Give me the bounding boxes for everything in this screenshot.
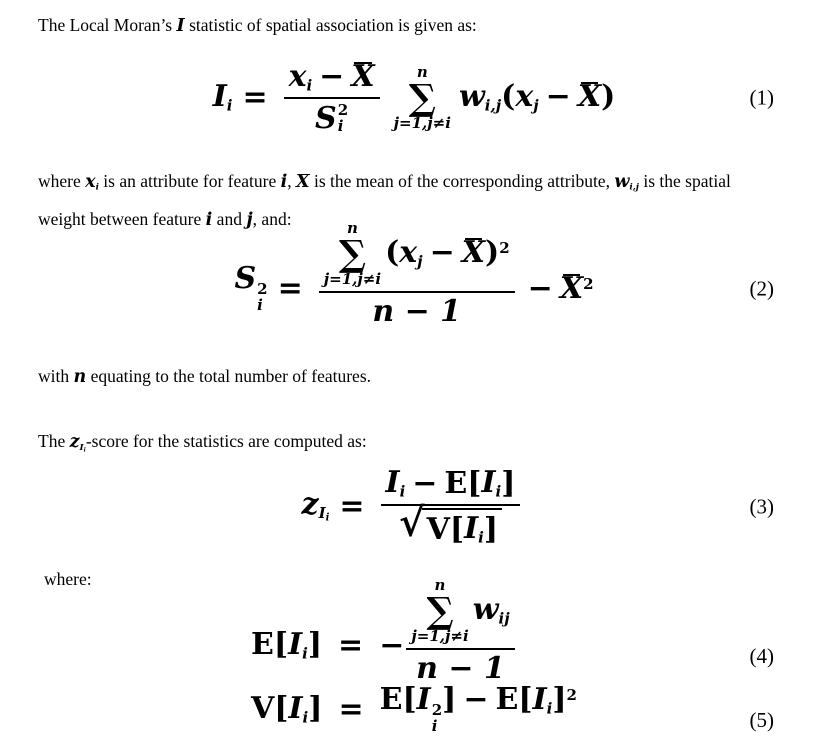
eq5-e2-Ii: $I_i$ bbox=[532, 681, 553, 718]
eq3-num-close: ] bbox=[501, 466, 516, 502]
eq4-sum-sigma-icon: ∑ bbox=[426, 589, 454, 632]
eq2-lhs-sub: i bbox=[257, 296, 263, 315]
eq4-equals: = bbox=[338, 627, 364, 663]
eq5-lhs-Ii: $I_i$ bbox=[288, 691, 309, 727]
eq4-summation bbox=[411, 575, 469, 645]
with-t2: equating to the total number of features. bbox=[86, 366, 372, 386]
eq2-numerator bbox=[319, 218, 515, 291]
eq1-numerator bbox=[284, 58, 380, 98]
eq3-denominator bbox=[394, 499, 507, 547]
math-I: I bbox=[176, 16, 185, 36]
eq1-den-S: S bbox=[315, 100, 337, 136]
where-t3: , bbox=[287, 171, 297, 191]
where2-t1: where: bbox=[44, 568, 92, 589]
intro-paragraph bbox=[38, 14, 790, 37]
eq5-e2-E: E bbox=[495, 681, 519, 717]
math-i2: i bbox=[205, 210, 213, 230]
eq3-rad-Ii: $I_i$ bbox=[464, 510, 484, 547]
where-t5: is the spatial bbox=[638, 171, 731, 191]
eq3-radicand bbox=[422, 508, 502, 546]
eq1-minus2: − bbox=[545, 79, 571, 115]
eq3-number: (3) bbox=[749, 494, 774, 519]
eq5-minus: − bbox=[463, 681, 489, 717]
eq2-tail bbox=[559, 271, 594, 306]
eq4-number: (4) bbox=[749, 643, 774, 668]
eq2-num-term bbox=[385, 235, 510, 271]
eq1-w: $w_{i,j}$ bbox=[458, 79, 502, 115]
eq2-num-xj: $x_j$ bbox=[399, 235, 423, 271]
eq5-e2-close: ] bbox=[552, 681, 567, 717]
eq2-denominator: n − 1 bbox=[372, 294, 462, 330]
where-t7: and bbox=[212, 209, 247, 229]
eq4-sum-lower-limit: j=1,j≠i bbox=[411, 626, 469, 645]
eq5-lhs-open: [ bbox=[274, 691, 289, 727]
eq3-sqrt bbox=[398, 499, 502, 547]
eq2-lhs-scripts bbox=[257, 282, 267, 314]
eq1-equals: = bbox=[242, 80, 268, 115]
eq4-lhs bbox=[251, 627, 323, 663]
eq2-num-xbar: X bbox=[461, 235, 486, 271]
math-z-Ii: $z_{I_i}$ bbox=[69, 432, 86, 454]
eq5-lhs-V: V bbox=[251, 691, 275, 727]
eq3-numerator bbox=[381, 465, 521, 504]
eq2-num-sup: 2 bbox=[499, 239, 510, 258]
eq5-e2-open: [ bbox=[518, 681, 533, 717]
eq3-num-open: [ bbox=[467, 466, 482, 502]
eq1-den-sup: 2 bbox=[337, 101, 349, 119]
math-j: j bbox=[246, 210, 253, 230]
where-t1: where bbox=[38, 171, 86, 191]
eq2-sum-upper-limit: n bbox=[346, 218, 358, 237]
equation-4 bbox=[251, 575, 577, 688]
eq1-sum-upper-limit: n bbox=[416, 62, 428, 81]
eq3-lhs bbox=[301, 486, 330, 524]
eq2-tail-sup: 2 bbox=[583, 275, 594, 293]
eq5-e1-scripts: 2 i bbox=[431, 701, 443, 735]
equation-5 bbox=[251, 681, 577, 735]
eq1-num-x: $x_i$ bbox=[288, 58, 313, 94]
eq5-e1-E: E bbox=[379, 681, 403, 717]
eq1-sum-lower-limit: j=1,j≠i bbox=[393, 114, 451, 133]
eq2-equals: = bbox=[277, 271, 303, 306]
eq5-e1-I: I bbox=[416, 681, 431, 717]
eq4-w: $w_{ij}$ bbox=[472, 592, 510, 628]
eq3-equals: = bbox=[339, 488, 365, 524]
eq4-numerator bbox=[406, 575, 514, 648]
eq2-number: (2) bbox=[749, 276, 774, 301]
equation-1 bbox=[38, 59, 790, 137]
intro-text-before: The Local Moran’s bbox=[38, 15, 177, 35]
eq3-rad-close: ] bbox=[483, 511, 499, 547]
eq1-paren-close: ) bbox=[601, 79, 616, 115]
with-paragraph bbox=[38, 365, 790, 388]
eq5-lhs-close: ] bbox=[308, 691, 323, 727]
eq2-tail-xbar: X bbox=[559, 271, 584, 306]
eq4-lhs-open: [ bbox=[273, 627, 289, 663]
eq4-sum-upper-limit: n bbox=[434, 575, 446, 594]
eq2-tail-minus: − bbox=[527, 271, 553, 306]
intro-text-after: statistic of spatial association is given as: bbox=[184, 15, 477, 35]
equation-3 bbox=[38, 465, 790, 547]
eq5-e1-open: [ bbox=[402, 681, 417, 717]
where-t6: weight between feature bbox=[38, 209, 206, 229]
eq4-lhs-Ii: $I_i$ bbox=[288, 627, 308, 663]
eq2-num-open: ( bbox=[385, 235, 400, 271]
eq1-lhs bbox=[212, 79, 233, 115]
eq4-lhs-E: E bbox=[251, 627, 274, 663]
eq2-lhs-sup: 2 bbox=[257, 280, 268, 299]
where-t4: is the mean of the corresponding attribute, bbox=[309, 171, 615, 191]
eq5-lhs bbox=[251, 691, 323, 727]
where-t8: , and: bbox=[252, 209, 292, 229]
eq3-num-Ii2: $I_i$ bbox=[481, 465, 502, 501]
math-i: i bbox=[280, 172, 288, 192]
eq1-xj: $x_j$ bbox=[515, 79, 539, 115]
eq5-rhs bbox=[379, 681, 577, 735]
eq5-e2-sup: 2 bbox=[566, 685, 577, 704]
eq1-den-scripts bbox=[338, 103, 348, 135]
zscore-t2: -score for the statistics are computed as: bbox=[85, 431, 367, 451]
eq3-num-minus: − bbox=[412, 466, 438, 502]
eq1-num-minus: − bbox=[319, 59, 345, 95]
eq2-lhs-S: S bbox=[234, 261, 257, 297]
eq2-num-minus: − bbox=[429, 235, 455, 271]
math-n: n bbox=[73, 367, 87, 387]
eq2-sum-lower-limit: j=1,j≠i bbox=[323, 270, 382, 289]
math-xi: $x_i$ bbox=[85, 172, 99, 193]
eq3-rad-V: V bbox=[426, 511, 450, 547]
eq1-sum-sigma-icon: ∑ bbox=[408, 76, 436, 119]
eq3-lhs-sub: Ii bbox=[318, 504, 330, 524]
eq1-lhs-sub: i bbox=[226, 96, 233, 115]
eq3-fraction bbox=[381, 465, 521, 547]
eq1-number: (1) bbox=[749, 85, 774, 110]
eq4-negative-sign: − bbox=[379, 627, 405, 663]
eq2-fraction bbox=[319, 218, 515, 330]
eq1-fraction bbox=[284, 58, 380, 136]
eq1-lhs-base: I bbox=[212, 79, 227, 115]
eq5-e1-close: ] bbox=[442, 681, 457, 717]
with-t1: with bbox=[38, 366, 74, 386]
eq3-radical-icon: √ bbox=[398, 499, 425, 546]
eq4-lhs-close: ] bbox=[307, 627, 323, 663]
eq1-paren-open: ( bbox=[501, 79, 516, 115]
eq4-fraction bbox=[406, 575, 514, 686]
eq2-sum-sigma-icon: ∑ bbox=[338, 232, 366, 275]
eq1-num-xbar: X bbox=[351, 59, 375, 95]
eq2-lhs bbox=[234, 261, 268, 315]
eq3-num-Ii: $I_i$ bbox=[385, 465, 406, 501]
eq2-num-close: ) bbox=[485, 235, 500, 271]
zscore-t1: The bbox=[38, 431, 70, 451]
eq1-xbar2: X bbox=[577, 79, 602, 115]
eq4-denominator: n − 1 bbox=[416, 650, 505, 686]
where-t2: is an attribute for feature bbox=[98, 171, 281, 191]
align-block bbox=[251, 575, 577, 735]
eq5-number: (5) bbox=[749, 707, 774, 732]
math-wij: $w_{i,j}$ bbox=[614, 172, 639, 193]
math-xbar: X bbox=[296, 172, 310, 192]
eq3-lhs-base: z bbox=[301, 486, 319, 522]
eq1-den-sub: i bbox=[337, 116, 344, 135]
eq1-summation bbox=[393, 62, 451, 133]
eq5-equals: = bbox=[338, 691, 364, 727]
eq2-summation bbox=[323, 218, 382, 289]
eq3-rad-open: [ bbox=[449, 511, 465, 547]
eq1-rhs-term bbox=[458, 79, 616, 115]
zscore-paragraph bbox=[38, 430, 790, 454]
eq1-denominator bbox=[310, 99, 353, 135]
eq3-num-E: E bbox=[444, 466, 468, 502]
